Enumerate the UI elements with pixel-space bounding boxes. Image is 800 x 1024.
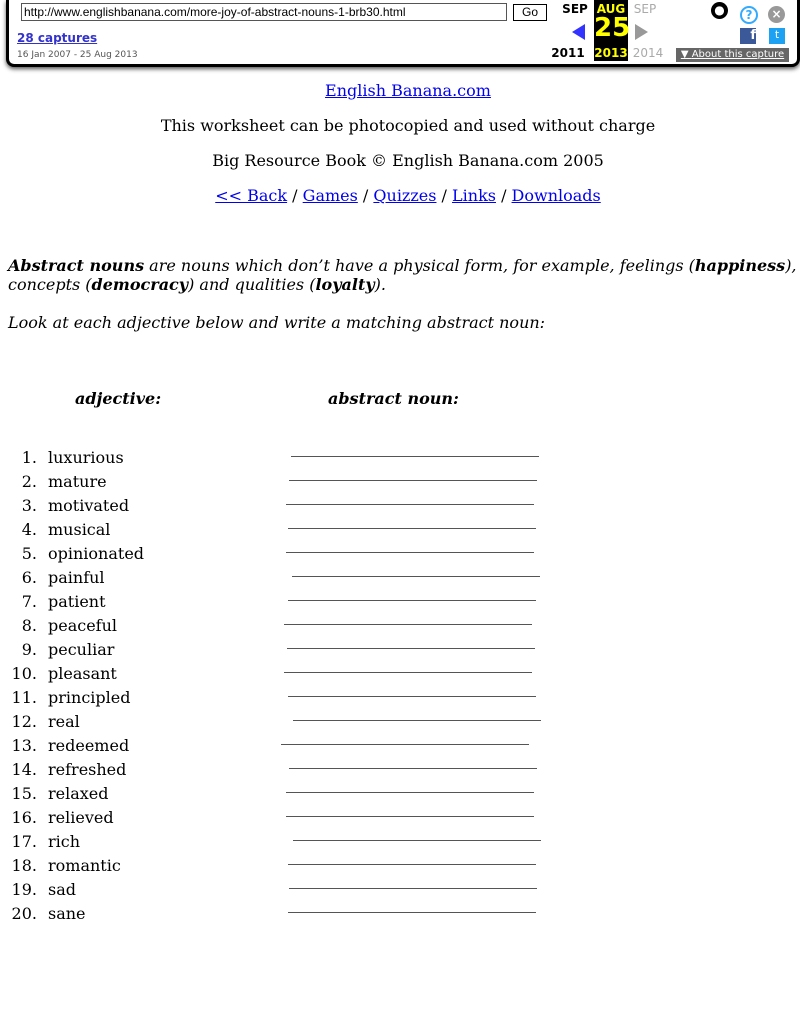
list-item bbox=[0, 712, 800, 736]
item-number: 18. bbox=[11, 856, 37, 875]
prev-year[interactable]: 2011 bbox=[551, 46, 585, 60]
list-item bbox=[0, 544, 800, 568]
facebook-icon[interactable]: f bbox=[740, 28, 756, 44]
list-item bbox=[0, 568, 800, 592]
adjective: sad bbox=[48, 880, 76, 899]
list-item bbox=[0, 880, 800, 904]
answer-line[interactable] bbox=[286, 552, 534, 553]
links-link[interactable]: Links bbox=[452, 186, 496, 205]
list-item bbox=[0, 832, 800, 856]
list-item bbox=[0, 784, 800, 808]
item-number: 20. bbox=[11, 904, 37, 923]
answer-line[interactable] bbox=[287, 648, 535, 649]
adjective-header: adjective: bbox=[75, 389, 162, 408]
abstract-noun-header: abstract noun: bbox=[328, 389, 459, 408]
close-icon[interactable]: × bbox=[768, 6, 785, 23]
next-capture-icon bbox=[635, 24, 648, 40]
adjective: musical bbox=[48, 520, 111, 539]
answer-line[interactable] bbox=[288, 600, 536, 601]
list-item bbox=[0, 472, 800, 496]
list-item bbox=[0, 760, 800, 784]
answer-line[interactable] bbox=[286, 792, 534, 793]
url-input[interactable]: http://www.englishbanana.com/more-joy-of-abstract-nouns-1-brb30.html bbox=[21, 3, 507, 21]
answer-line[interactable] bbox=[289, 888, 537, 889]
list-item bbox=[0, 448, 800, 472]
answer-line[interactable] bbox=[286, 816, 534, 817]
answer-line[interactable] bbox=[291, 456, 539, 457]
item-number: 16. bbox=[11, 808, 37, 827]
answer-line[interactable] bbox=[289, 480, 537, 481]
answer-line[interactable] bbox=[288, 696, 536, 697]
item-number: 10. bbox=[11, 664, 37, 683]
list-item bbox=[0, 808, 800, 832]
answer-line[interactable] bbox=[288, 864, 536, 865]
help-icon[interactable]: ? bbox=[740, 6, 758, 24]
list-item bbox=[0, 496, 800, 520]
adjective: painful bbox=[48, 568, 105, 587]
list-item bbox=[0, 616, 800, 640]
adjective: relieved bbox=[48, 808, 114, 827]
intro-paragraph: Abstract nouns are nouns which don’t have a physical form, for example, feelings (happiness), concepts (democracy) and qualities (loyalty). bbox=[8, 256, 797, 294]
item-number: 2. bbox=[21, 472, 37, 491]
answer-line[interactable] bbox=[288, 912, 536, 913]
instructions: Look at each adjective below and write a matching abstract noun: bbox=[8, 313, 546, 332]
answer-line[interactable] bbox=[289, 768, 537, 769]
list-item bbox=[0, 592, 800, 616]
list-item bbox=[0, 856, 800, 880]
item-number: 14. bbox=[11, 760, 37, 779]
adjective: mature bbox=[48, 472, 107, 491]
item-number: 5. bbox=[21, 544, 37, 563]
next-year: 2014 bbox=[632, 46, 664, 60]
adjective: principled bbox=[48, 688, 131, 707]
wayback-toolbar bbox=[6, 0, 800, 67]
adjective: redeemed bbox=[48, 736, 130, 755]
adjective: refreshed bbox=[48, 760, 127, 779]
item-number: 7. bbox=[21, 592, 37, 611]
item-number: 15. bbox=[11, 784, 37, 803]
user-icon[interactable]: ● bbox=[711, 2, 728, 19]
adjective: motivated bbox=[48, 496, 130, 515]
capture-range: 16 Jan 2007 - 25 Aug 2013 bbox=[17, 50, 138, 60]
adjective: real bbox=[48, 712, 80, 731]
captures-link[interactable]: 28 captures bbox=[17, 31, 98, 45]
downloads-link[interactable]: Downloads bbox=[511, 186, 601, 205]
about-capture-label: About this capture bbox=[691, 49, 785, 60]
adjective: romantic bbox=[48, 856, 121, 875]
site-link[interactable]: English Banana.com bbox=[325, 81, 491, 100]
adjective: pleasant bbox=[48, 664, 117, 683]
adjective: relaxed bbox=[48, 784, 109, 803]
adjective: luxurious bbox=[48, 448, 124, 467]
item-number: 8. bbox=[21, 616, 37, 635]
adjective: opinionated bbox=[48, 544, 145, 563]
photocopy-note: This worksheet can be photocopied and used without charge bbox=[160, 116, 656, 135]
adjective: peculiar bbox=[48, 640, 115, 659]
prev-month[interactable]: SEP bbox=[562, 2, 588, 16]
about-capture-button[interactable]: ▼ About this capture bbox=[676, 48, 789, 62]
list-item bbox=[0, 904, 800, 928]
games-link[interactable]: Games bbox=[302, 186, 358, 205]
answer-line[interactable] bbox=[284, 624, 532, 625]
list-item bbox=[0, 688, 800, 712]
twitter-icon[interactable]: t bbox=[769, 28, 785, 44]
item-number: 17. bbox=[11, 832, 37, 851]
nav-links: << Back / Games / Quizzes / Links / Downloads bbox=[215, 186, 601, 205]
go-button[interactable]: Go bbox=[513, 4, 547, 21]
copyright: Big Resource Book © English Banana.com 2005 bbox=[212, 151, 604, 170]
adjective: patient bbox=[48, 592, 106, 611]
item-number: 4. bbox=[21, 520, 37, 539]
answer-line[interactable] bbox=[292, 576, 540, 577]
answer-line[interactable] bbox=[281, 744, 529, 745]
answer-line[interactable] bbox=[293, 720, 541, 721]
next-month: SEP bbox=[633, 2, 657, 16]
current-month: AUG bbox=[596, 2, 626, 16]
item-number: 11. bbox=[11, 688, 37, 707]
list-item bbox=[0, 736, 800, 760]
item-number: 6. bbox=[21, 568, 37, 587]
quizzes-link[interactable]: Quizzes bbox=[373, 186, 437, 205]
item-number: 9. bbox=[21, 640, 37, 659]
item-number: 12. bbox=[11, 712, 37, 731]
item-number: 1. bbox=[21, 448, 37, 467]
back-link[interactable]: << Back bbox=[215, 186, 288, 205]
answer-line[interactable] bbox=[288, 528, 536, 529]
item-number: 13. bbox=[11, 736, 37, 755]
item-number: 3. bbox=[21, 496, 37, 515]
current-day: 25 bbox=[594, 13, 631, 43]
item-number: 19. bbox=[11, 880, 37, 899]
answer-line[interactable] bbox=[284, 672, 532, 673]
adjective: sane bbox=[48, 904, 86, 923]
list-item bbox=[0, 520, 800, 544]
list-item bbox=[0, 640, 800, 664]
answer-line[interactable] bbox=[293, 840, 541, 841]
prev-capture-icon[interactable] bbox=[572, 24, 585, 40]
answer-line[interactable] bbox=[286, 504, 534, 505]
adjective: peaceful bbox=[48, 616, 118, 635]
list-item bbox=[0, 664, 800, 688]
adjective: rich bbox=[48, 832, 81, 851]
current-year: 2013 bbox=[594, 46, 628, 60]
